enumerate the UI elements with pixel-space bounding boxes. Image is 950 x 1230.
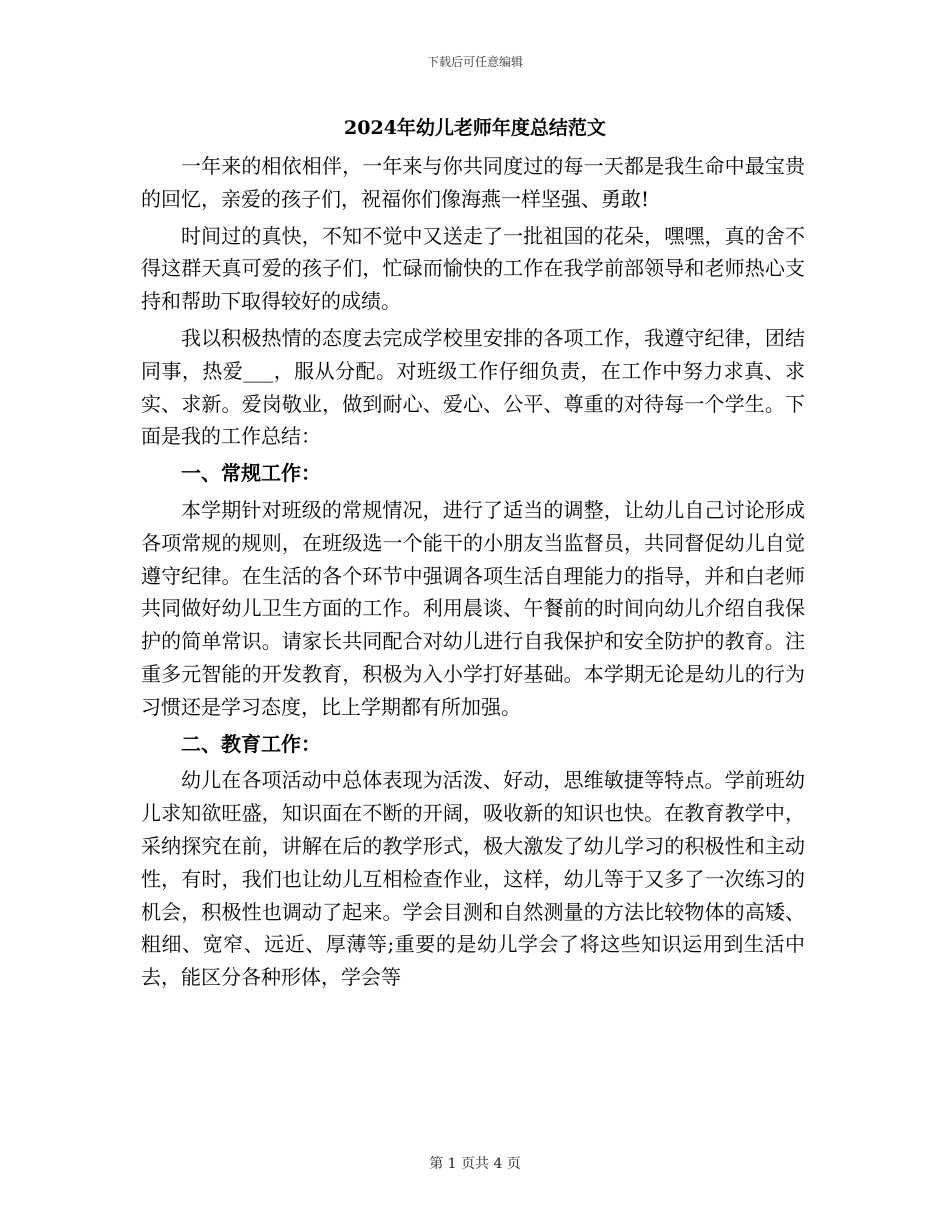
intro-paragraph-3: 我以积极热情的态度去完成学校里安排的各项工作，我遵守纪律，团结同事，热爱___，服从分配。对班级工作仔细负责，在工作中努力求真、求实、求新。爱岗敬业，做到耐心、爱心、公平、尊重的对待每一个学生。下面是我的工作总结： bbox=[141, 325, 805, 449]
page-number-footer: 第 1 页共 4 页 bbox=[429, 1156, 521, 1172]
section-paragraph-routine-work: 本学期针对班级的常规情况，进行了适当的调整，让幼儿自己讨论形成各项常规的规则，在班级选一个能干的小朋友当监督员，共同督促幼儿自觉遵守纪律。在生活的各个环节中强调各项生活自理能力的指导，并和白老师共同做好幼儿卫生方面的工作。利用晨谈、午餐前的时间向幼儿介绍自我保护的简单常识。请家长共同配合对幼儿进行自我保护和安全防护的教育。注重多元智能的开发教育，积极为入小学打好基础。本学期无论是幼儿的行为习惯还是学习态度，比上学期都有所加强。 bbox=[141, 497, 805, 719]
document-body bbox=[141, 150, 805, 998]
intro-paragraph-2: 时间过的真快，不知不觉中又送走了一批祖国的花朵，嘿嘿，真的舍不得这群天真可爱的孩子们，忙碌而愉快的工作在我学前部领导和老师热心支持和帮助下取得较好的成绩。 bbox=[141, 223, 805, 314]
page-header-note: 下载后可任意编辑 bbox=[426, 55, 523, 69]
section-paragraph-education-work: 幼儿在各项活动中总体表现为活泼、好动，思维敏捷等特点。学前班幼儿求知欲旺盛，知识面在不断的开阔，吸收新的知识也快。在教育教学中，采纳探究在前，讲解在后的教学形式，极大激发了幼儿学习的积极性和主动性，有时，我们也让幼儿互相检查作业，这样，幼儿等于又多了一次练习的机会，积极性也调动了起来。学会目测和自然测量的方法比较物体的高矮、粗细、宽窄、远近、厚薄等;重要的是幼儿学会了将这些知识运用到生活中去，能区分各种形体，学会等 bbox=[141, 768, 805, 990]
section-heading-education-work: 二、教育工作： bbox=[181, 731, 321, 756]
document-title: 2024年幼儿老师年度总结范文 bbox=[344, 117, 606, 139]
intro-paragraph-1: 一年来的相依相伴，一年来与你共同度过的每一天都是我生命中最宝贵的回忆，亲爱的孩子们，祝福你们像海燕一样坚强、勇敢! bbox=[141, 154, 805, 211]
section-heading-routine-work: 一、常规工作： bbox=[181, 461, 321, 486]
